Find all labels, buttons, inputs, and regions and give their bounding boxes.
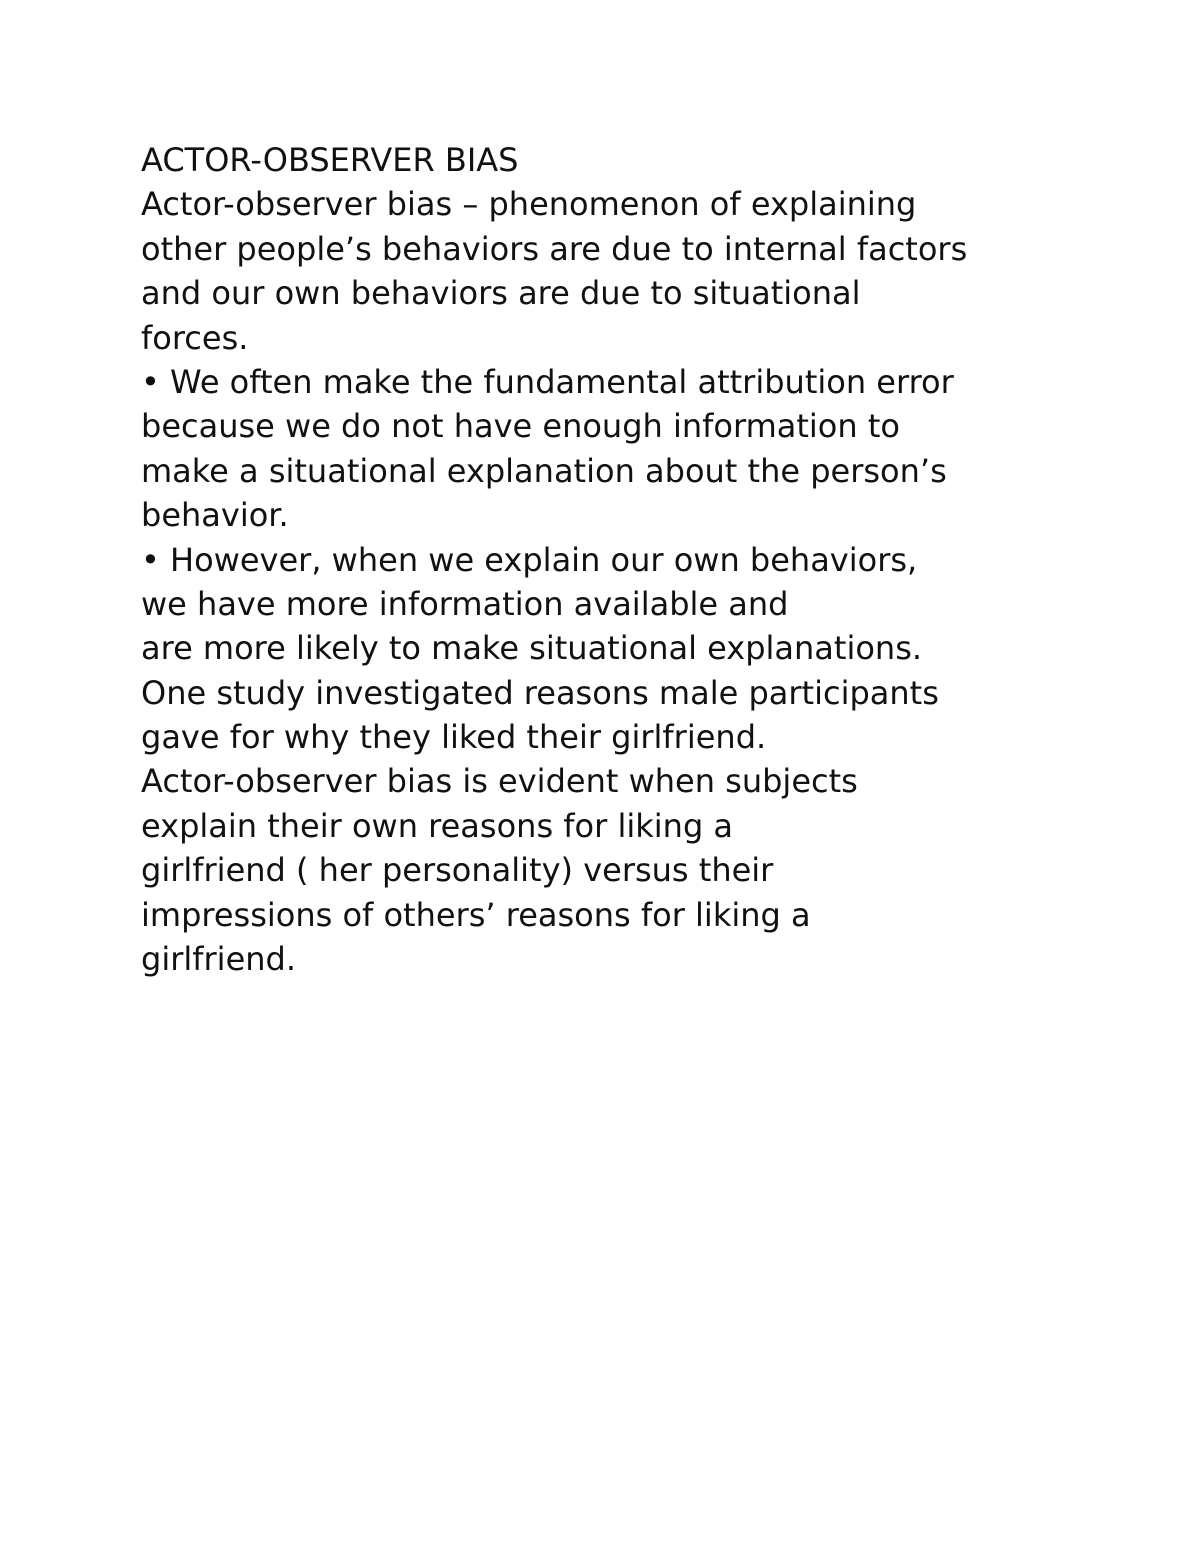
text-line: girlfriend. [141, 940, 297, 979]
document-title: ACTOR-OBSERVER BIAS [141, 141, 519, 179]
text-line: Actor-observer bias is evident when subjects [141, 762, 858, 801]
text-line: are more likely to make situational explanations. [141, 629, 923, 668]
document-text [141, 138, 1101, 981]
bullet-line: • However, when we explain our own behaviors, [141, 540, 918, 579]
text-line: make a situational explanation about the person’s [141, 451, 947, 490]
text-line: impressions of others’ reasons for liking a [141, 895, 811, 934]
text-line: other people’s behaviors are due to internal factors [141, 229, 968, 268]
text-line: we have more information available and [141, 584, 789, 623]
text-line: behavior. [141, 496, 289, 535]
text-line: girlfriend ( her personality) versus their [141, 851, 774, 890]
text-line: explain their own reasons for liking a [141, 806, 734, 845]
text-line: gave for why they liked their girlfriend. [141, 718, 767, 757]
text-line: One study investigated reasons male participants [141, 673, 939, 712]
bullet-line: • We often make the fundamental attribution error [141, 362, 954, 401]
text-line: and our own behaviors are due to situational [141, 274, 861, 313]
text-line: forces. [141, 318, 249, 357]
text-line: Actor-observer bias – phenomenon of explaining [141, 185, 917, 224]
text-line: because we do not have enough information to [141, 407, 900, 446]
